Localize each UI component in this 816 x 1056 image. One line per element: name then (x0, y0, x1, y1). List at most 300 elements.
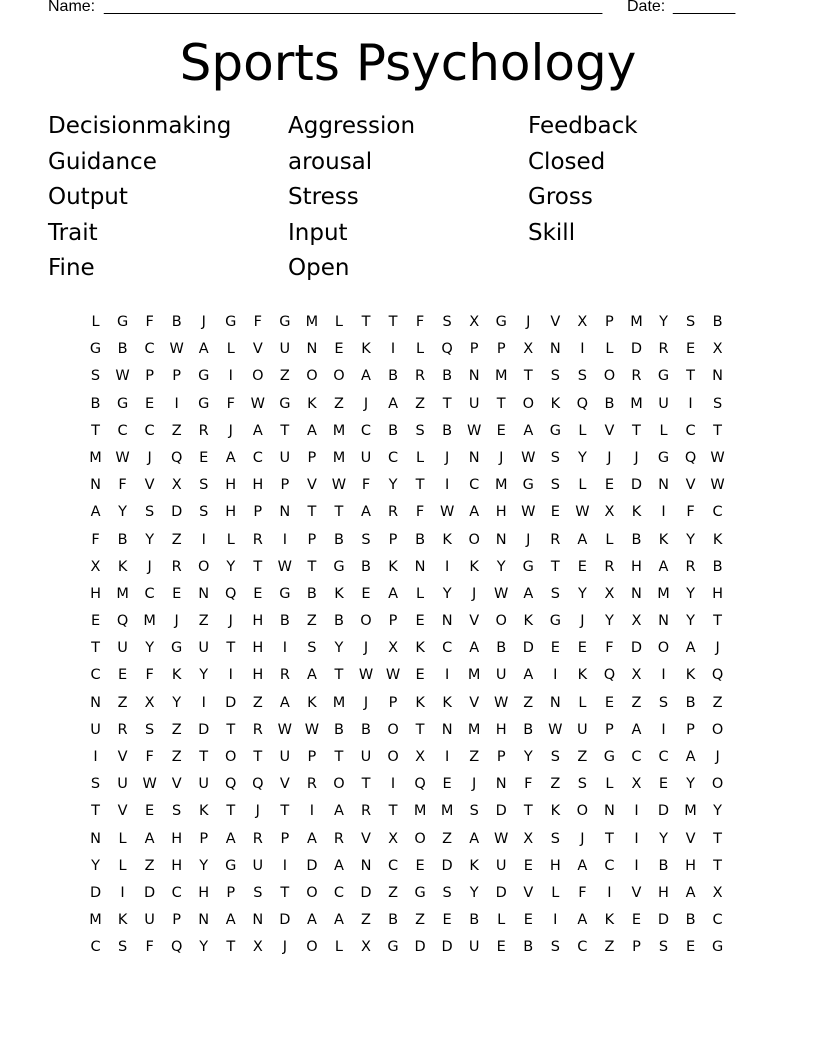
grid-letter: O (711, 776, 724, 793)
grid-letter: B (658, 857, 669, 874)
grid-letter: Z (388, 884, 398, 901)
grid-letter: W (250, 395, 265, 412)
grid-letter: J (228, 422, 233, 439)
grid-letter: D (441, 857, 453, 874)
grid-letter: Y (686, 531, 695, 548)
grid-letter: E (199, 449, 209, 466)
grid-letter: Y (199, 857, 209, 874)
grid-letter: T (415, 721, 425, 738)
grid-letter: D (495, 884, 507, 901)
grid-letter: L (578, 422, 587, 439)
grid-letter: D (225, 694, 237, 711)
grid-letter: Z (171, 749, 182, 765)
grid-letter: Z (279, 368, 290, 385)
grid-letter: K (712, 531, 723, 548)
grid-letter: L (551, 884, 560, 901)
grid-letter: G (279, 395, 291, 412)
grid-letter: E (442, 776, 452, 793)
grid-letter: O (387, 749, 399, 765)
grid-letter: H (225, 504, 237, 521)
grid-letter: Y (334, 640, 344, 657)
word-list-item: Closed (528, 148, 606, 175)
grid-letter: P (469, 341, 479, 358)
grid-letter: K (334, 585, 344, 602)
grid-row (82, 717, 731, 744)
grid-letter: M (332, 449, 346, 466)
grid-letter: I (309, 803, 315, 820)
grid-letter: O (657, 640, 670, 657)
grid-letter: A (333, 857, 344, 874)
grid-letter: N (631, 585, 642, 602)
grid-letter: V (550, 314, 561, 330)
grid-letter: E (577, 640, 587, 657)
grid-letter: N (603, 803, 615, 820)
grid-letter: A (658, 558, 669, 575)
grid-letter: P (145, 368, 154, 385)
grid-letter: R (306, 776, 317, 793)
date-label: Date: (627, 0, 666, 15)
grid-letter: R (279, 667, 290, 684)
grid-letter: W (494, 694, 509, 711)
grid-letter: T (91, 640, 100, 657)
grid-letter: U (360, 449, 372, 466)
grid-letter: O (603, 368, 616, 385)
grid-letter: C (469, 477, 480, 494)
grid-letter: M (305, 314, 319, 330)
grid-letter: D (441, 939, 453, 956)
grid-letter: L (334, 314, 343, 330)
grid-letter: G (711, 939, 724, 956)
grid-letter: I (282, 531, 287, 548)
grid-letter: Y (172, 694, 182, 711)
grid-letter: Z (171, 531, 182, 548)
grid-letter: S (442, 884, 452, 901)
grid-letter: K (361, 341, 371, 358)
word-list-item: Aggression (288, 113, 416, 139)
grid-row (82, 934, 731, 961)
grid-letter: Y (686, 585, 695, 602)
grid-letter: G (198, 368, 210, 385)
grid-letter: H (549, 857, 561, 874)
grid-letter: I (688, 395, 693, 412)
letter-grid (82, 309, 731, 962)
word-list-item: Input (288, 219, 348, 246)
grid-letter: Z (712, 694, 723, 711)
grid-letter: O (414, 830, 426, 847)
name-label: Name: (48, 0, 96, 15)
word-list-item: Decisionmaking (48, 113, 232, 139)
grid-letter: L (118, 830, 127, 847)
grid-letter: Y (91, 857, 100, 874)
grid-letter: T (713, 613, 723, 630)
grid-letter: S (172, 803, 182, 820)
grid-row (82, 853, 731, 880)
grid-letter: J (607, 449, 612, 466)
grid-letter: B (279, 613, 290, 630)
grid-letter: O (495, 613, 507, 630)
grid-letter: R (550, 531, 561, 548)
grid-letter: U (117, 640, 128, 657)
grid-letter: E (685, 939, 696, 956)
grid-letter: X (415, 749, 426, 765)
grid-letter: A (469, 830, 480, 847)
grid-letter: E (415, 857, 425, 874)
grid-letter: X (631, 776, 642, 793)
grid-letter: W (115, 368, 130, 385)
grid-letter: O (252, 368, 264, 385)
grid-letter: S (199, 504, 209, 521)
grid-letter: P (172, 368, 182, 385)
grid-letter: B (523, 939, 534, 956)
grid-letter: E (550, 504, 560, 521)
grid-letter: Q (170, 939, 183, 956)
grid-letter: E (604, 477, 614, 494)
grid-letter: P (496, 341, 506, 358)
grid-letter: P (199, 830, 209, 847)
grid-letter: I (174, 395, 179, 412)
grid-letter: H (225, 477, 237, 494)
grid-letter: I (580, 341, 585, 358)
grid-letter: F (118, 477, 127, 494)
grid-letter: U (495, 667, 507, 684)
grid-letter: F (605, 640, 614, 657)
grid-letter: Y (659, 830, 668, 847)
grid-letter: G (549, 422, 561, 439)
grid-letter: M (143, 613, 156, 630)
grid-letter: K (523, 613, 534, 630)
grid-letter: W (710, 449, 725, 466)
grid-letter: Z (144, 857, 155, 874)
grid-letter: S (361, 531, 371, 548)
grid-letter: K (117, 912, 128, 929)
grid-letter: N (414, 558, 426, 575)
grid-letter: J (472, 776, 477, 793)
grid-letter: D (630, 640, 643, 657)
grid-letter: W (331, 477, 347, 494)
grid-letter: J (580, 613, 585, 630)
grid-letter: T (604, 830, 614, 847)
grid-letter: H (252, 667, 264, 684)
grid-letter: W (304, 721, 320, 738)
grid-letter: P (388, 694, 398, 711)
grid-letter: Z (171, 422, 182, 439)
grid-letter: Z (333, 395, 344, 412)
grid-letter: E (442, 912, 452, 929)
grid-letter: K (469, 857, 479, 874)
grid-letter: J (282, 939, 287, 956)
grid-letter: H (90, 585, 101, 602)
grid-letter: A (469, 640, 480, 657)
grid-row (82, 690, 731, 717)
grid-letter: N (468, 368, 480, 385)
grid-letter: H (252, 640, 264, 657)
grid-letter: A (144, 830, 155, 847)
grid-letter: B (388, 368, 399, 385)
grid-letter: N (549, 694, 561, 711)
grid-letter: E (496, 422, 506, 439)
grid-letter: J (526, 531, 531, 548)
grid-letter: R (252, 531, 263, 548)
grid-letter: Q (225, 585, 237, 602)
grid-letter: S (712, 395, 723, 412)
grid-row (82, 662, 731, 689)
grid-letter: T (632, 422, 641, 439)
grid-letter: D (630, 477, 643, 494)
grid-letter: B (388, 422, 399, 439)
grid-letter: Q (252, 776, 264, 793)
grid-letter: D (495, 803, 507, 820)
grid-letter: Q (170, 449, 183, 466)
grid-letter: I (282, 857, 287, 874)
grid-letter: O (306, 939, 318, 956)
grid-letter: T (199, 749, 209, 765)
grid-letter: N (198, 912, 210, 929)
grid-letter: K (442, 531, 452, 548)
grid-letter: P (605, 721, 614, 738)
grid-letter: U (577, 721, 588, 738)
grid-letter: I (201, 694, 206, 711)
grid-letter: G (414, 884, 426, 901)
grid-letter: J (499, 449, 504, 466)
grid-letter: C (442, 640, 453, 657)
grid-letter: G (495, 314, 507, 330)
grid-letter: H (171, 857, 183, 874)
grid-letter: U (468, 395, 480, 412)
grid-letter: S (577, 776, 587, 793)
grid-letter: Z (550, 776, 561, 793)
grid-letter: W (277, 721, 293, 738)
grid-letter: F (524, 776, 533, 793)
grid-letter: R (658, 341, 669, 358)
grid-letter: A (90, 504, 101, 521)
grid-letter: O (225, 749, 237, 765)
grid-letter: G (279, 585, 291, 602)
grid-letter: N (252, 912, 264, 929)
grid-letter: S (550, 585, 560, 602)
grid-letter: Z (171, 721, 182, 738)
grid-letter: Z (361, 912, 371, 929)
grid-letter: X (90, 558, 101, 575)
grid-letter: W (575, 504, 590, 521)
grid-row (82, 744, 731, 771)
grid-letter: Z (415, 912, 426, 929)
grid-letter: T (226, 939, 236, 956)
grid-letter: T (91, 803, 100, 820)
grid-letter: C (90, 939, 101, 956)
grid-letter: D (522, 640, 534, 657)
grid-letter: A (306, 667, 317, 684)
grid-letter: M (89, 912, 102, 929)
grid-letter: Z (469, 749, 480, 765)
grid-letter: T (334, 667, 344, 684)
grid-letter: T (361, 314, 371, 330)
grid-letter: E (253, 585, 263, 602)
grid-letter: G (89, 341, 102, 358)
grid-letter: Y (604, 613, 614, 630)
grid-letter: L (578, 477, 587, 494)
grid-letter: F (145, 749, 154, 765)
grid-letter: R (252, 830, 263, 847)
grid-letter: I (444, 477, 450, 494)
grid-letter: I (607, 884, 612, 901)
grid-letter: T (280, 803, 290, 820)
grid-letter: X (712, 341, 723, 358)
grid-letter: I (282, 640, 287, 657)
grid-letter: S (253, 884, 263, 901)
grid-letter: L (416, 449, 425, 466)
grid-letter: G (657, 449, 670, 466)
grid-letter: P (605, 314, 614, 330)
grid-letter: U (279, 449, 291, 466)
grid-letter: Y (496, 558, 506, 575)
grid-letter: O (522, 395, 534, 412)
grid-letter: Y (713, 803, 723, 820)
grid-letter: M (467, 667, 481, 684)
grid-letter: O (576, 803, 589, 820)
grid-letter: Z (577, 749, 588, 765)
grid-letter: X (523, 341, 534, 358)
grid-letter: F (578, 884, 587, 901)
grid-letter: I (201, 531, 206, 548)
grid-row (82, 907, 731, 934)
grid-letter: R (604, 558, 615, 575)
grid-letter: H (171, 830, 183, 847)
grid-letter: I (661, 721, 666, 738)
word-list-item: Trait (48, 219, 98, 246)
grid-letter: A (306, 912, 317, 929)
grid-letter: F (253, 314, 262, 330)
grid-letter: U (90, 721, 101, 738)
word-list-item: Feedback (528, 113, 638, 139)
grid-letter: D (279, 912, 291, 929)
grid-letter: K (307, 395, 317, 412)
grid-letter: Y (469, 884, 479, 901)
grid-letter: S (577, 368, 587, 385)
grid-letter: Y (686, 613, 695, 630)
grid-letter: M (494, 368, 508, 385)
grid-letter: C (658, 749, 669, 765)
grid-row (82, 391, 731, 418)
grid-letter: I (390, 341, 396, 358)
grid-row (82, 608, 731, 635)
grid-letter: N (549, 341, 561, 358)
grid-letter: C (685, 422, 696, 439)
grid-letter: U (658, 395, 669, 412)
grid-letter: N (90, 477, 101, 494)
grid-letter: H (631, 558, 642, 575)
grid-letter: C (252, 449, 263, 466)
grid-letter: S (550, 939, 560, 956)
grid-letter: X (577, 314, 588, 330)
grid-letter: L (334, 939, 343, 956)
grid-letter: F (145, 667, 154, 684)
grid-letter: T (226, 640, 236, 657)
grid-letter: D (171, 504, 183, 521)
grid-letter: M (630, 395, 643, 412)
grid-letter: M (630, 314, 643, 330)
grid-letter: R (171, 558, 182, 575)
grid-letter: W (494, 830, 509, 847)
grid-letter: A (577, 531, 588, 548)
grid-letter: I (228, 368, 233, 385)
grid-letter: A (306, 830, 317, 847)
grid-letter: I (661, 504, 666, 521)
grid-letter: H (495, 721, 507, 738)
grid-letter: S (550, 368, 560, 385)
grid-letter: M (657, 585, 670, 602)
grid-letter: K (685, 667, 696, 684)
grid-letter: G (387, 939, 399, 956)
grid-letter: X (388, 640, 398, 657)
grid-letter: E (145, 395, 155, 412)
grid-row (82, 418, 731, 445)
grid-letter: C (117, 422, 128, 439)
grid-letter: A (685, 884, 696, 901)
grid-letter: K (550, 395, 561, 412)
grid-letter: H (712, 585, 724, 602)
grid-letter: H (198, 884, 210, 901)
grid-letter: C (144, 341, 155, 358)
grid-letter: Y (118, 504, 127, 521)
grid-letter: P (388, 531, 398, 548)
grid-letter: E (631, 912, 642, 929)
grid-letter: P (280, 477, 290, 494)
grid-letter: F (686, 504, 695, 521)
grid-letter: X (631, 613, 642, 630)
grid-letter: E (523, 857, 533, 874)
grid-letter: E (496, 939, 506, 956)
grid-letter: T (713, 422, 723, 439)
grid-letter: D (360, 884, 372, 901)
grid-letter: B (361, 558, 371, 575)
grid-letter: J (174, 613, 179, 630)
grid-letter: P (226, 884, 236, 901)
grid-letter: S (658, 694, 669, 711)
grid-letter: B (469, 912, 480, 929)
grid-letter: Y (199, 667, 209, 684)
grid-letter: U (360, 749, 372, 765)
grid-letter: V (631, 884, 642, 901)
grid-letter: N (198, 585, 210, 602)
grid-letter: M (116, 585, 129, 602)
grid-letter: K (307, 694, 317, 711)
grid-letter: P (280, 830, 290, 847)
grid-letter: Q (414, 776, 426, 793)
grid-letter: Q (225, 776, 237, 793)
grid-letter: S (199, 477, 209, 494)
grid-letter: I (444, 558, 450, 575)
grid-letter: B (117, 531, 128, 548)
grid-letter: S (550, 830, 560, 847)
grid-letter: L (226, 341, 235, 358)
grid-letter: A (577, 912, 588, 929)
grid-letter: C (604, 857, 615, 874)
grid-row (82, 445, 731, 472)
grid-letter: A (252, 422, 263, 439)
grid-letter: J (715, 640, 720, 657)
grid-letter: E (90, 613, 101, 630)
grid-letter: P (172, 912, 182, 929)
grid-letter: G (225, 857, 237, 874)
grid-letter: A (388, 585, 398, 602)
grid-letter: S (117, 939, 128, 956)
grid-letter: T (253, 749, 263, 765)
grid-letter: X (171, 477, 182, 494)
grid-letter: O (711, 721, 724, 738)
grid-letter: G (198, 395, 210, 412)
grid-letter: T (334, 504, 344, 521)
grid-letter: T (550, 558, 560, 575)
